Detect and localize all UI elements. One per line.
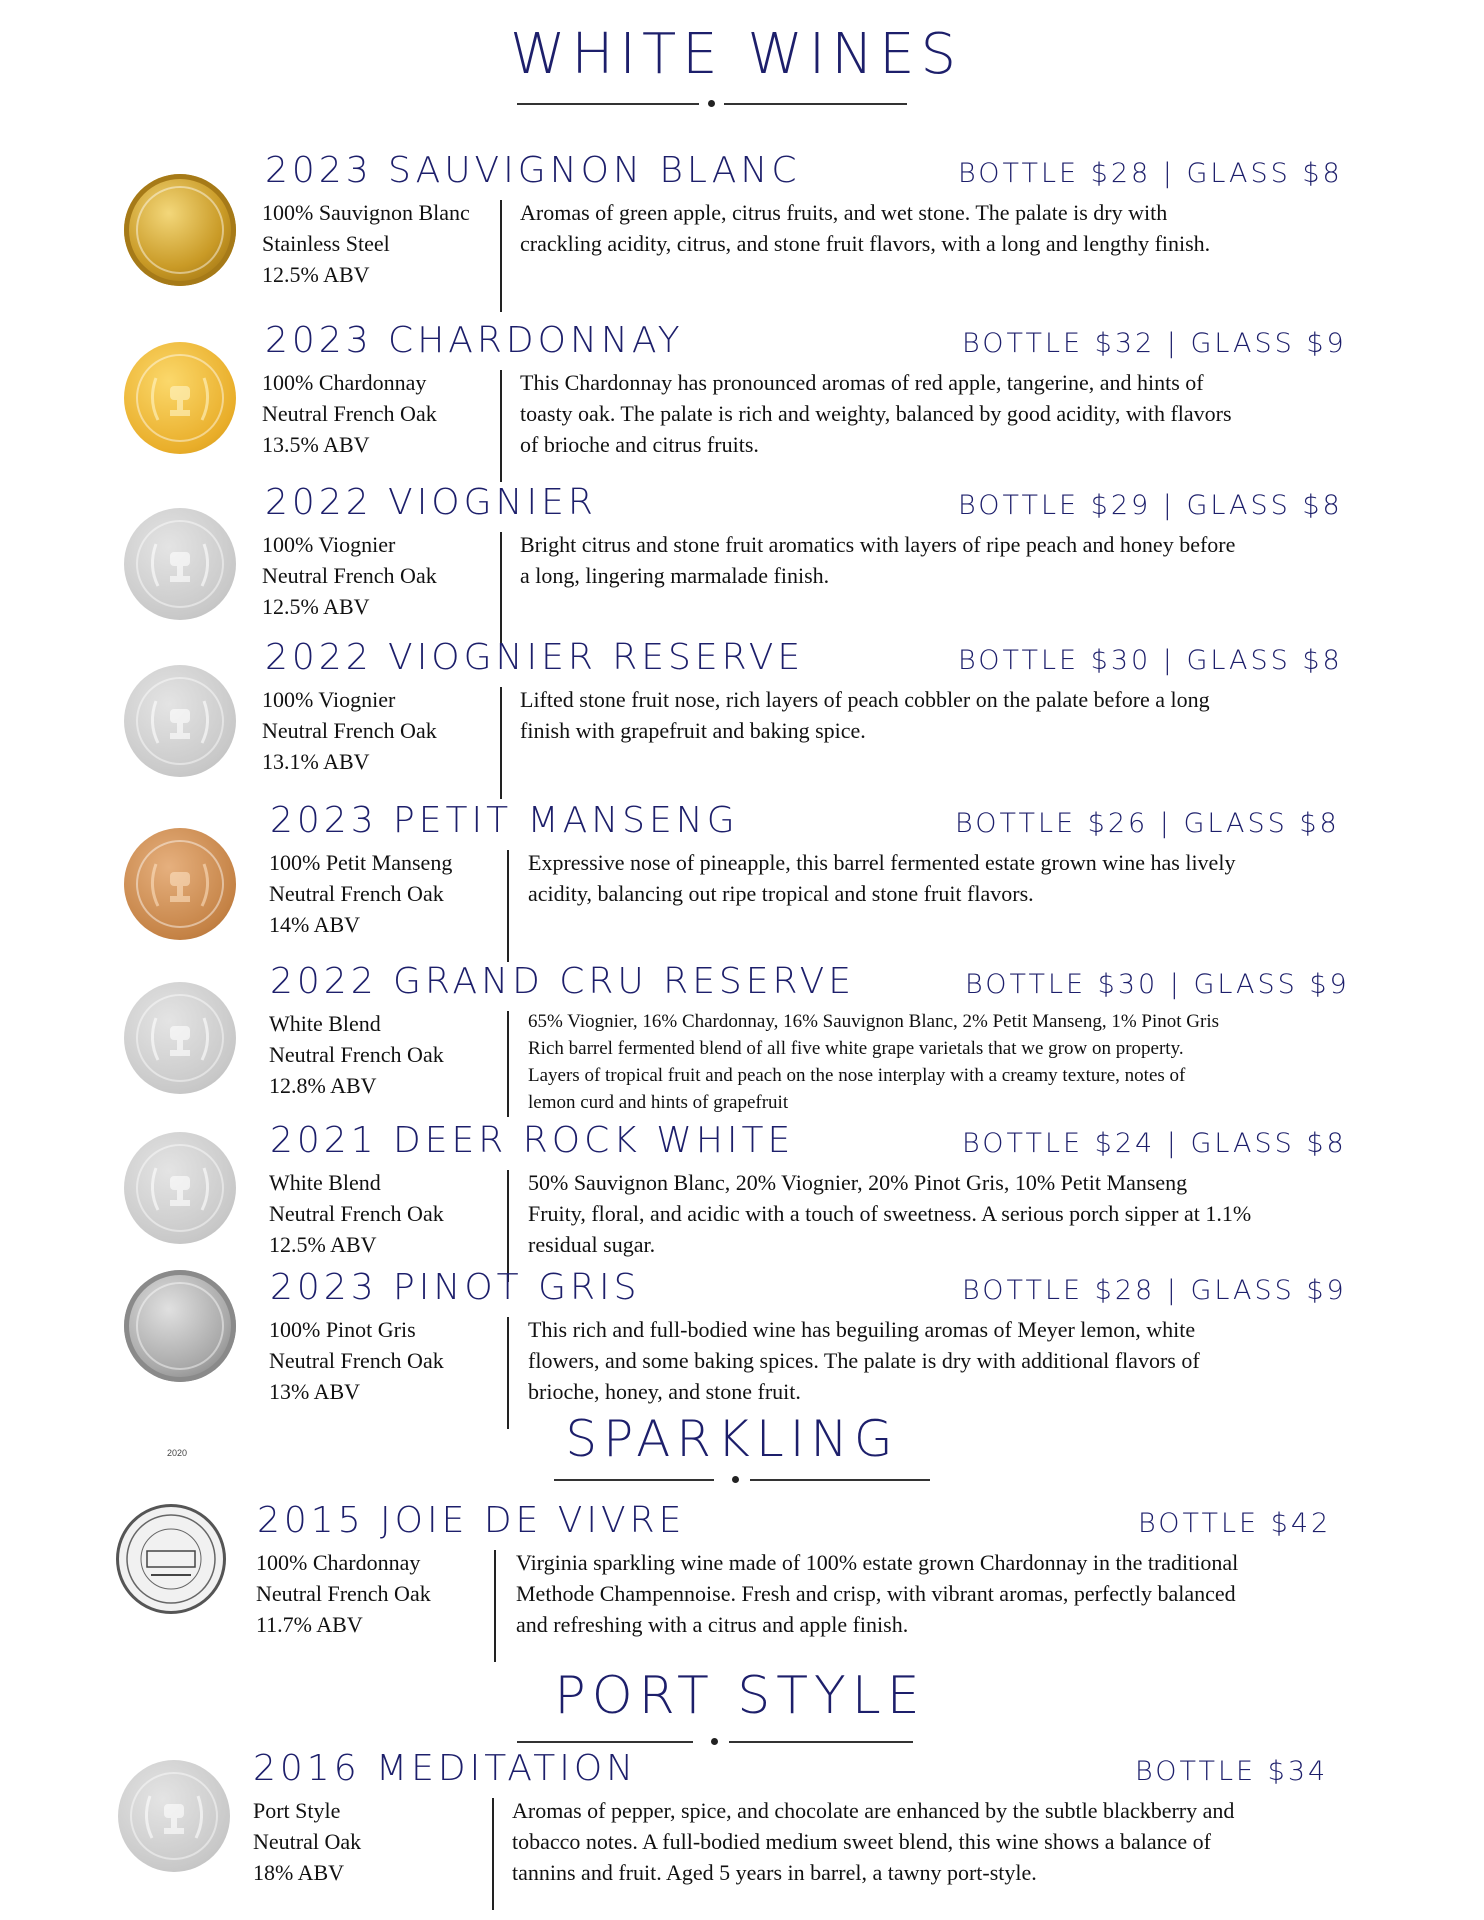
wine-name: 2023 PINOT GRIS [270, 1267, 641, 1308]
wine-spec-line: 100% Chardonnay [256, 1550, 421, 1575]
savor-medal-icon [116, 1504, 226, 1614]
wine-description [520, 684, 1210, 746]
wine-price: BOTTLE $34 [1135, 1756, 1329, 1787]
wine-description-line: Virginia sparkling wine made of 100% estate grown Chardonnay in the traditional [516, 1550, 1239, 1575]
section-divider-port-style [517, 1735, 913, 1749]
wine-description-line: toasty oak. The palate is rich and weighty, balanced by good acidity, with flavors [520, 401, 1232, 426]
wine-name: 2022 GRAND CRU RESERVE [270, 961, 855, 1002]
silver-medal-icon [118, 1760, 230, 1872]
wine-name: 2016 MEDITATION [253, 1748, 638, 1789]
wine-description-line: 65% Viognier, 16% Chardonnay, 16% Sauvignon Blanc, 2% Petit Manseng, 1% Pinot Gris [528, 1011, 1219, 1032]
wine-specs [269, 1008, 444, 1101]
wine-spec-line: Stainless Steel [262, 231, 390, 256]
wine-spec-line: 12.5% ABV [269, 1232, 377, 1257]
wine-description [520, 529, 1235, 591]
wine-spec-line: 13% ABV [269, 1379, 361, 1404]
wine-spec-line: 100% Viognier [262, 687, 396, 712]
wine-description-line: crackling acidity, citrus, and stone fruit flavors, with a long and lengthy finish. [520, 231, 1211, 256]
wine-specs [269, 847, 452, 940]
wine-description-line: Aromas of green apple, citrus fruits, and wet stone. The palate is dry with [520, 200, 1168, 225]
gold-medal-icon [124, 174, 236, 286]
wine-spec-line: Neutral French Oak [269, 1042, 444, 1067]
wine-spec-line: 18% ABV [253, 1860, 345, 1885]
wine-spec-line: 12.8% ABV [269, 1073, 377, 1098]
wine-price: BOTTLE $28 | GLASS $8 [958, 158, 1343, 189]
wine-description [516, 1547, 1238, 1640]
wine-description [512, 1795, 1234, 1888]
section-divider-sparkling [554, 1473, 930, 1487]
wine-spec-line: 100% Sauvignon Blanc [262, 200, 470, 225]
wine-name: 2022 VIOGNIER [265, 482, 597, 523]
wine-spec-line: 14% ABV [269, 912, 361, 937]
wine-description-line: 50% Sauvignon Blanc, 20% Viognier, 20% Pinot Gris, 10% Petit Manseng [528, 1170, 1188, 1195]
medal-year-label: 2020 [167, 1448, 188, 1458]
wine-spec-line: White Blend [269, 1170, 381, 1195]
wine-specs [256, 1547, 431, 1640]
silver-medal-icon [124, 665, 236, 777]
wine-price: BOTTLE $30 | GLASS $9 [965, 969, 1350, 1000]
wine-spec-line: 11.7% ABV [256, 1612, 363, 1637]
wine-description-line: and refreshing with a citrus and apple finish. [516, 1612, 909, 1637]
yellow-medal-icon [124, 342, 236, 454]
wine-specs [262, 684, 437, 777]
platinum-medal-icon [124, 1270, 236, 1382]
wine-description-line: This rich and full-bodied wine has beguiling aromas of Meyer lemon, white [528, 1317, 1196, 1342]
section-divider-white-wines [517, 97, 907, 111]
wine-divider [507, 1170, 509, 1282]
wine-specs [269, 1314, 444, 1407]
wine-spec-line: 100% Chardonnay [262, 370, 427, 395]
wine-specs [262, 529, 437, 622]
wine-description-line: tobacco notes. A full-bodied medium sweet blend, this wine shows a balance of [512, 1829, 1211, 1854]
silver-medal-icon [124, 982, 236, 1094]
wine-divider [500, 200, 502, 312]
section-title-sparkling: SPARKLING [565, 1410, 899, 1468]
wine-spec-line: 12.5% ABV [262, 262, 370, 287]
wine-spec-line: 12.5% ABV [262, 594, 370, 619]
medal-ring [136, 186, 224, 274]
wine-spec-line: Neutral French Oak [262, 401, 437, 426]
wine-description-line: lemon curd and hints of grapefruit [528, 1092, 789, 1113]
wine-spec-line: 100% Viognier [262, 532, 396, 557]
wine-description-line: Fruity, floral, and acidic with a touch of sweetness. A serious porch sipper at 1.1% [528, 1201, 1252, 1226]
wine-specs [262, 367, 437, 460]
wine-description-line: brioche, honey, and stone fruit. [528, 1379, 801, 1404]
wine-spec-line: Port Style [253, 1798, 341, 1823]
wine-spec-line: 13.1% ABV [262, 749, 370, 774]
wine-name: 2023 CHARDONNAY [265, 320, 684, 361]
wine-description [528, 1008, 1219, 1116]
wine-description-line: residual sugar. [528, 1232, 656, 1257]
wine-price: BOTTLE $24 | GLASS $8 [962, 1128, 1347, 1159]
wine-divider [500, 687, 502, 799]
wine-description-line: a long, lingering marmalade finish. [520, 563, 830, 588]
wine-spec-line: 100% Pinot Gris [269, 1317, 416, 1342]
wine-spec-line: Neutral French Oak [269, 881, 444, 906]
wine-spec-line: 100% Petit Manseng [269, 850, 453, 875]
wine-description-line: Layers of tropical fruit and peach on the nose interplay with a creamy texture, notes of [528, 1065, 1186, 1086]
wine-description-line: Bright citrus and stone fruit aromatics with layers of ripe peach and honey before [520, 532, 1236, 557]
wine-price: BOTTLE $29 | GLASS $8 [958, 490, 1343, 521]
wine-name: 2023 SAUVIGNON BLANC [265, 150, 801, 191]
wine-spec-line: Neutral French Oak [269, 1348, 444, 1373]
wine-description-line: Aromas of pepper, spice, and chocolate are enhanced by the subtle blackberry and [512, 1798, 1235, 1823]
wine-name: 2015 JOIE DE VIVRE [257, 1500, 686, 1541]
wine-spec-line: Neutral Oak [253, 1829, 362, 1854]
wine-description-line: tannins and fruit. Aged 5 years in barrel, a tawny port-style. [512, 1860, 1037, 1885]
wine-spec-line: White Blend [269, 1011, 381, 1036]
wine-description [528, 847, 1235, 909]
wine-description [528, 1167, 1251, 1260]
wine-price: BOTTLE $42 [1138, 1508, 1332, 1539]
wine-divider [507, 1011, 509, 1117]
silver-medal-icon [124, 508, 236, 620]
wine-price: BOTTLE $32 | GLASS $9 [962, 328, 1347, 359]
wine-description [528, 1314, 1200, 1407]
silver-medal-icon [124, 1132, 236, 1244]
wine-divider [507, 1317, 509, 1429]
section-title-port-style: PORT STYLE [554, 1666, 926, 1726]
wine-description-line: acidity, balancing out ripe tropical and stone fruit flavors. [528, 881, 1034, 906]
wine-description [520, 367, 1232, 460]
wine-price: BOTTLE $30 | GLASS $8 [958, 645, 1343, 676]
wine-specs [269, 1167, 444, 1260]
wine-price: BOTTLE $28 | GLASS $9 [962, 1275, 1347, 1306]
wine-description-line: finish with grapefruit and baking spice. [520, 718, 866, 743]
wine-divider [492, 1798, 494, 1910]
medal-ring [136, 1282, 224, 1370]
wine-spec-line: Neutral French Oak [262, 718, 437, 743]
wine-description-line: flowers, and some baking spices. The palate is dry with additional flavors of [528, 1348, 1200, 1373]
section-title-white-wines: WHITE WINES [509, 22, 963, 87]
wine-description-line: of brioche and citrus fruits. [520, 432, 759, 457]
wine-description-line: Methode Champennoise. Fresh and crisp, with vibrant aromas, perfectly balanced [516, 1581, 1236, 1606]
wine-divider [500, 370, 502, 482]
wine-specs [253, 1795, 361, 1888]
wine-description-line: Expressive nose of pineapple, this barrel fermented estate grown wine has lively [528, 850, 1236, 875]
wine-divider [494, 1550, 496, 1662]
wine-spec-line: Neutral French Oak [256, 1581, 431, 1606]
bronze-medal-icon [124, 828, 236, 940]
wine-description-line: Lifted stone fruit nose, rich layers of peach cobbler on the palate before a long [520, 687, 1210, 712]
wine-description [520, 197, 1210, 259]
wine-name: 2023 PETIT MANSENG [270, 800, 739, 841]
wine-name: 2021 DEER ROCK WHITE [270, 1120, 795, 1161]
wine-spec-line: Neutral French Oak [269, 1201, 444, 1226]
wine-name: 2022 VIOGNIER RESERVE [265, 637, 805, 678]
wine-description-line: Rich barrel fermented blend of all five white grape varietals that we grow on property. [528, 1038, 1184, 1059]
wine-description-line: This Chardonnay has pronounced aromas of red apple, tangerine, and hints of [520, 370, 1204, 395]
wine-divider [500, 532, 502, 644]
wine-divider [507, 850, 509, 962]
wine-specs [262, 197, 470, 290]
wine-spec-line: Neutral French Oak [262, 563, 437, 588]
wine-spec-line: 13.5% ABV [262, 432, 370, 457]
wine-price: BOTTLE $26 | GLASS $8 [955, 808, 1340, 839]
